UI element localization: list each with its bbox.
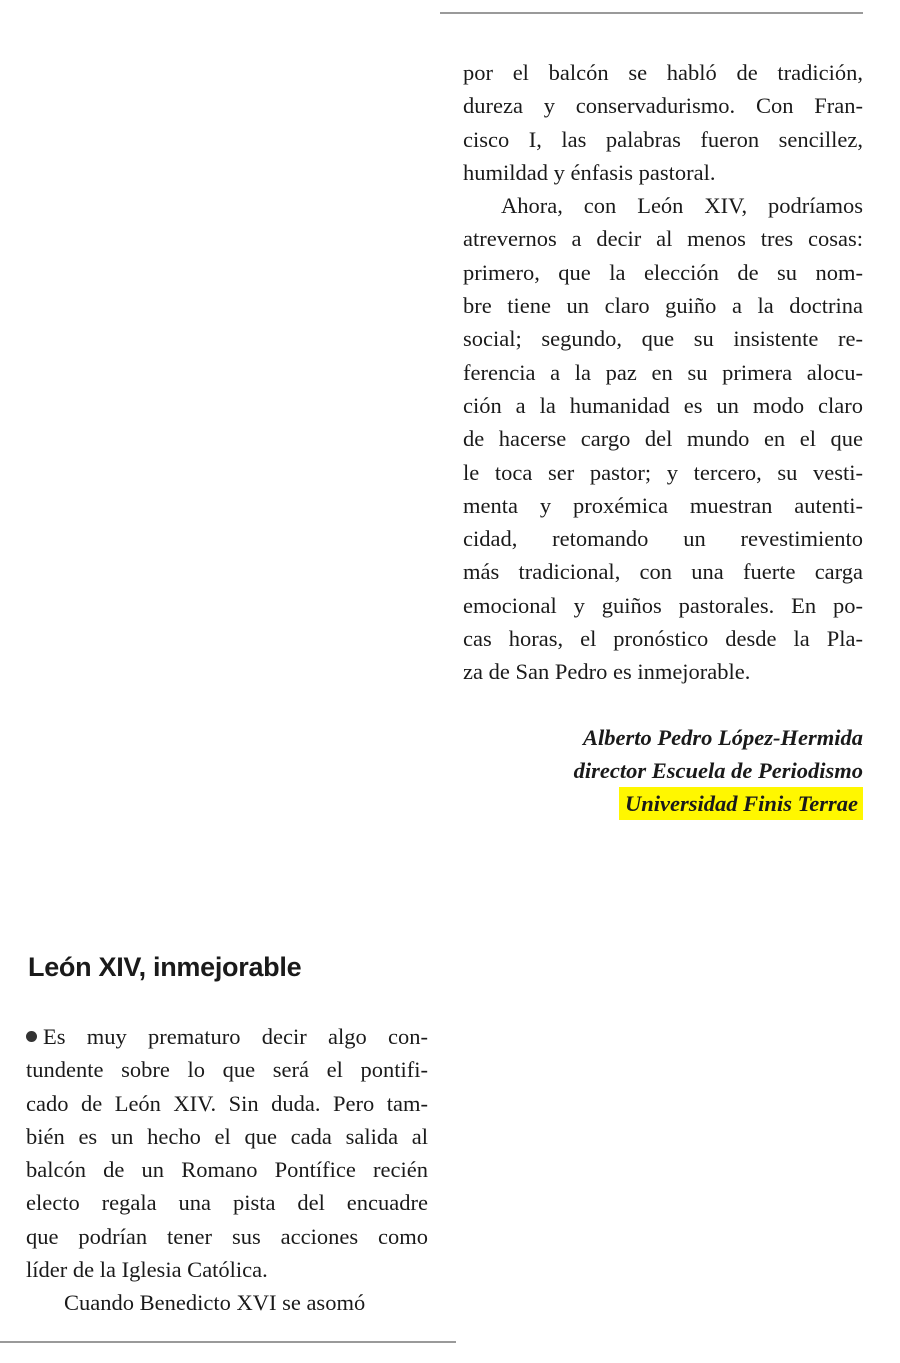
- text-line: za de San Pedro es inmejorable.: [463, 659, 751, 685]
- text-line: cidad, retomando un revestimiento: [463, 526, 863, 552]
- text-line: Ahora, con León XIV, podríamos: [501, 193, 863, 219]
- text-line: social; segundo, que su insistente re-: [463, 326, 863, 352]
- text-line: balcón de un Romano Pontífice recién: [26, 1157, 428, 1183]
- text-line: bién es un hecho el que cada salida al: [26, 1123, 428, 1149]
- author-signature: [574, 721, 863, 820]
- article-body-column: [26, 1020, 428, 1320]
- bottom-divider: [0, 1341, 456, 1343]
- text-line: cisco I, las palabras fueron sencillez,: [463, 126, 863, 152]
- text-line: dureza y conservadurismo. Con Fran-: [463, 93, 863, 119]
- text-line: por el balcón se habló de tradición,: [463, 60, 863, 85]
- text-line: más tradicional, con una fuerte carga: [463, 559, 863, 585]
- text-line: bre tiene un claro guiño a la doctrina: [463, 293, 863, 319]
- text-line: electo regala una pista del encuadre: [26, 1190, 428, 1216]
- text-line: ción a la humanidad es un modo claro: [463, 392, 863, 418]
- article-continuation-column: [463, 56, 863, 689]
- text-line: le toca ser pastor; y tercero, su vesti-: [463, 459, 863, 485]
- bullet-icon: [26, 1031, 37, 1042]
- top-divider: [440, 12, 863, 14]
- text-line: de hacerse cargo del mundo en el que: [463, 426, 863, 452]
- text-line: Cuando Benedicto XVI se asomó: [64, 1290, 366, 1316]
- text-line: emocional y guiños pastorales. En po-: [463, 592, 863, 618]
- text-line: humildad y énfasis pastoral.: [463, 159, 716, 185]
- text-line: ferencia a la paz en su primera alocu-: [463, 359, 863, 385]
- author-role: director Escuela de Periodismo: [573, 758, 863, 783]
- author-name: Alberto Pedro López-Hermida: [583, 725, 863, 750]
- article-heading: León XIV, inmejorable: [28, 952, 302, 982]
- text-line: líder de la Iglesia Católica.: [26, 1257, 268, 1283]
- text-line: tundente sobre lo que será el pontifi-: [26, 1057, 428, 1083]
- text-line-first: Es muy prematuro decir algo con-: [26, 1020, 428, 1053]
- text-line: atrevernos a decir al menos tres cosas:: [463, 226, 863, 252]
- text-line: menta y proxémica muestran autenti-: [463, 492, 863, 518]
- text-line: primero, que la elección de su nom-: [463, 259, 863, 285]
- text-line: cas horas, el pronóstico desde la Pla-: [463, 626, 863, 652]
- text-line: que podrían tener sus acciones como: [26, 1223, 428, 1249]
- author-institution-highlighted: Universidad Finis Terrae: [619, 787, 863, 820]
- text-line: cado de León XIV. Sin duda. Pero tam-: [26, 1090, 428, 1116]
